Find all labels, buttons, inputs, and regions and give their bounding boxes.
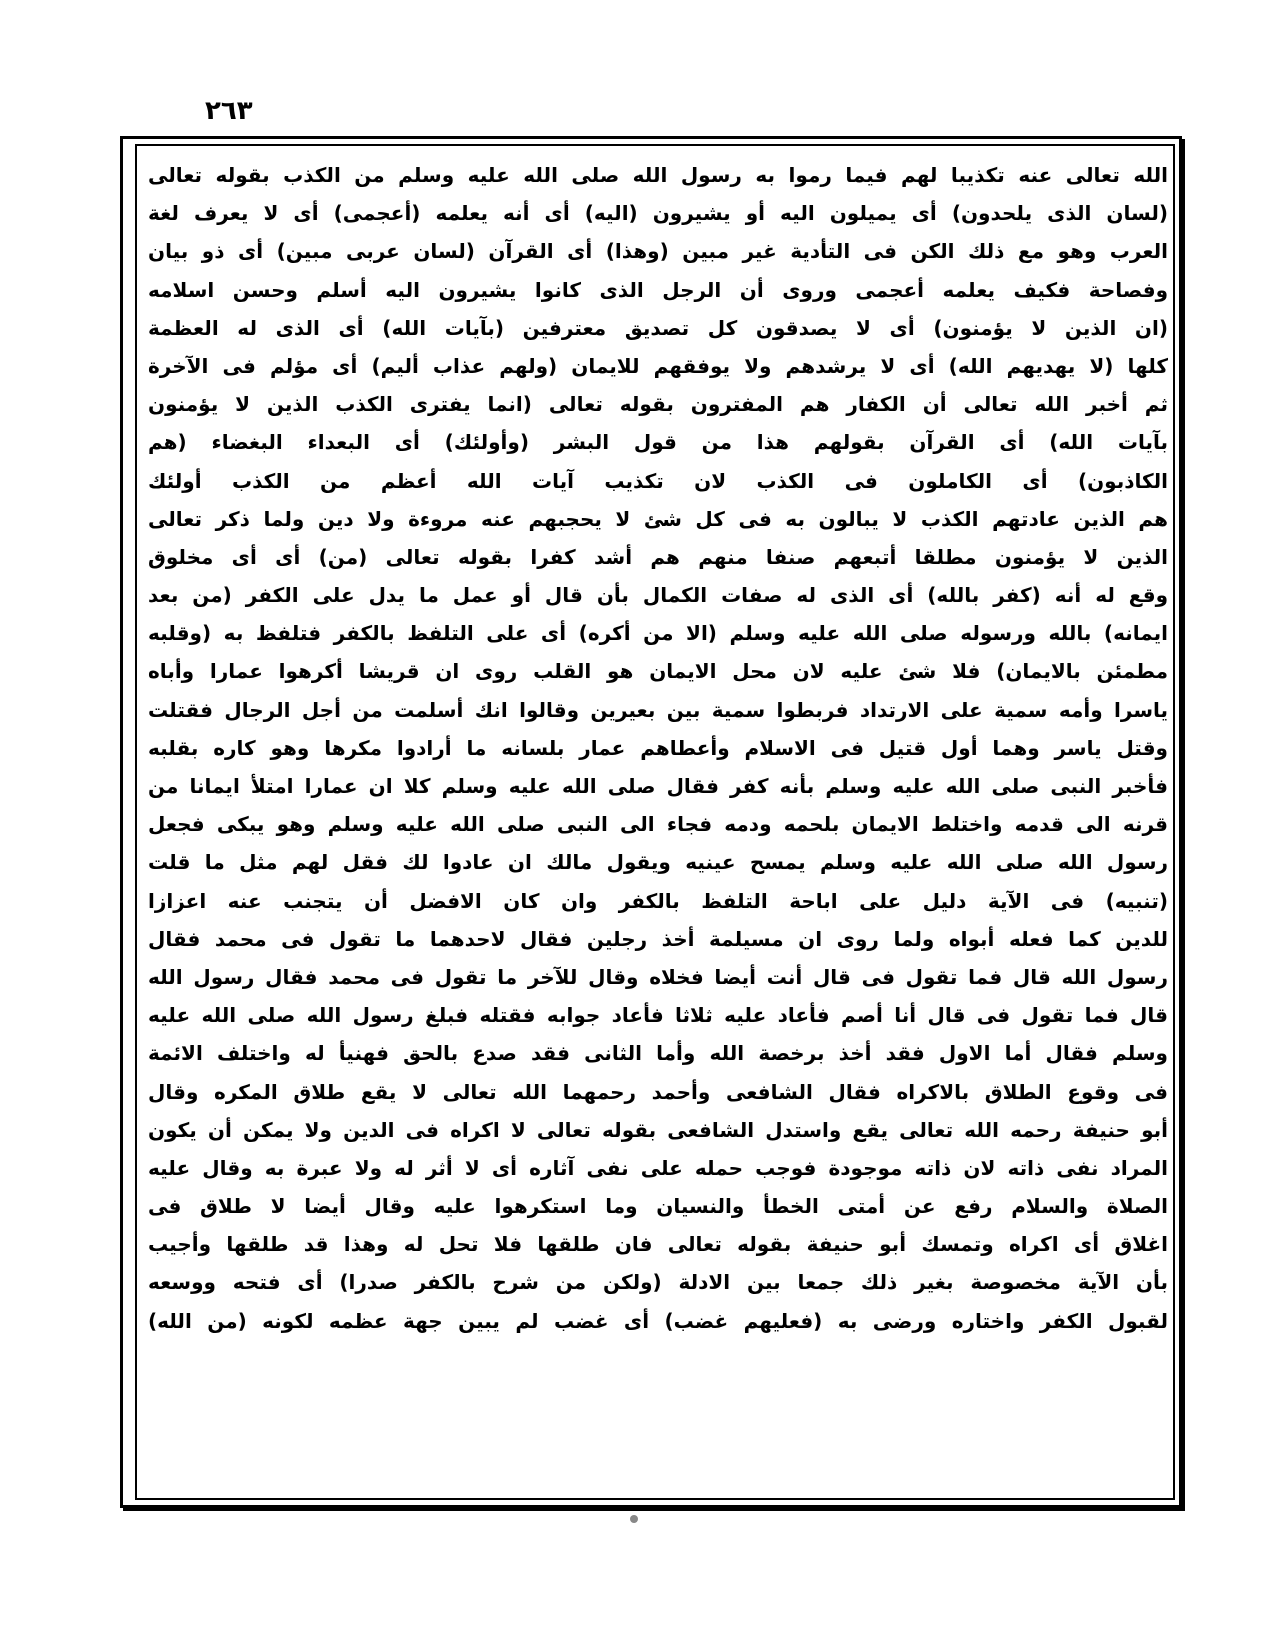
- text-line: قرنه الى قدمه واختلط الايمان بلحمه ودمه فجاء الى النبى صلى الله عليه وسلم وهو يبكى فجعل: [148, 812, 1168, 837]
- text-line: بأن الآية مخصوصة بغير ذلك جمعا بين الادلة (ولكن من شرح بالكفر صدرا) أى فتحه ووسعه: [148, 1270, 1168, 1295]
- text-line: لقبول الكفر واختاره ورضى به (فعليهم غضب) أى غضب لم يبين جهة عظمه لكونه (من الله): [148, 1308, 1168, 1333]
- text-line: الصلاة والسلام رفع عن أمتى الخطأ والنسيان وما استكرهوا عليه وقال أيضا لا طلاق فى: [148, 1194, 1168, 1219]
- text-line: الله تعالى عنه تكذيبا لهم فيما رموا به رسول الله صلى الله عليه وسلم من الكذب بقوله تعالى: [148, 163, 1168, 187]
- text-line: (ان الذين لا يؤمنون) أى لا يصدقون كل تصديق معترفين (بآيات الله) أى الذى له العظمة: [148, 315, 1168, 340]
- text-line: وسلم فقال أما الاول فقد أخذ برخصة الله وأما الثانى فقد صدع بالحق فهنيأ له واختلف الائمة: [148, 1041, 1168, 1066]
- text-line: الذين لا يؤمنون مطلقا أتبعهم صنفا منهم هم أشد كفرا بقوله تعالى (من) أى أى مخلوق: [148, 544, 1168, 569]
- text-line: رسول الله قال فما تقول فى قال أنت أيضا فخلاه وقال للآخر ما تقول فى محمد فقال رسول الله: [148, 964, 1168, 989]
- text-line: المراد نفى ذاته لان ذاته موجودة فوجب حمله على نفى آثاره أى لا أثر له ولا عبرة به وقال عليه: [148, 1155, 1168, 1180]
- text-line: رسول الله صلى الله عليه وسلم يمسح عينيه ويقول مالك ان عادوا لك فقل لهم مثل ما قلت: [148, 850, 1168, 875]
- text-line: للدين كما فعله أبواه ولما روى ان مسيلمة أخذ رجلين فقال لاحدهما ما تقول فى محمد فقال: [148, 926, 1168, 951]
- text-line: العرب وهو مع ذلك الكن فى التأدية غير مبين (وهذا) أى القرآن (لسان عربى مبين) أى ذو بيان: [148, 239, 1168, 264]
- text-line: فأخبر النبى صلى الله عليه وسلم بأنه كفر فقال صلى الله عليه وسلم كلا ان عمارا امتلأ ايمانا من: [148, 774, 1168, 798]
- text-line: وقتل ياسر وهما أول قتيل فى الاسلام وأعطاهم عمار بلسانه ما أرادوا مكرها وهو كاره بقلبه: [148, 735, 1168, 760]
- page-number: ٢٦٣: [205, 96, 253, 126]
- text-line: فى وقوع الطلاق بالاكراه فقال الشافعى وأحمد رحمهما الله تعالى لا يقع طلاق المكره وقال: [148, 1079, 1168, 1104]
- text-line: وقع له أنه (كفر بالله) أى الذى له صفات الكمال بأن قال أو عمل ما يدل على الكفر (من بعد: [148, 583, 1168, 608]
- scan-mark: [630, 1515, 638, 1523]
- text-line: أبو حنيفة رحمه الله تعالى يقع واستدل الشافعى بقوله تعالى لا اكراه فى الدين ولا يمكن أن يكون: [148, 1117, 1168, 1142]
- text-line: مطمئن بالايمان) فلا شئ عليه لان محل الايمان هو القلب روى ان قريشا أكرهوا عمارا وأباه: [148, 659, 1168, 684]
- text-line: اغلاق أى اكراه وتمسك أبو حنيفة بقوله تعالى فان طلقها فلا تحل له وهذا قد طلقها وأجيب: [148, 1232, 1168, 1257]
- text-line: كلها (لا يهديهم الله) أى لا يرشدهم ولا يوفقهم للايمان (ولهم عذاب أليم) أى مؤلم فى الآخرة: [148, 353, 1168, 378]
- text-line: قال فما تقول فى قال أنا أصم فأعاد عليه ثلاثا فأعاد جوابه فقتله فبلغ رسول الله صلى الله عليه: [148, 1003, 1168, 1028]
- text-line: (تنبيه) فى الآية دليل على اباحة التلفظ بالكفر وان كان الافضل أن يتجنب عنه اعزازا: [148, 888, 1168, 913]
- text-body: [148, 156, 1168, 1496]
- text-line: ياسرا وأمه سمية على الارتداد فربطوا سمية بين بعيرين وقالوا انك أسلمت من أجل الرجال فقتلت: [148, 697, 1168, 722]
- text-line: ثم أخبر الله تعالى أن الكفار هم المفترون بقوله تعالى (انما يفترى الكذب الذين لا يؤمنون: [148, 392, 1168, 417]
- text-line: هم الذين عادتهم الكذب لا يبالون به فى كل شئ لا يحجبهم عنه مروءة ولا دين ولما ذكر تعالى: [148, 506, 1168, 531]
- text-line: الكاذبون) أى الكاملون فى الكذب لان تكذيب آيات الله أعظم من الكذب أولئك: [148, 468, 1168, 493]
- text-line: وفصاحة فكيف يعلمه أعجمى وروى أن الرجل الذى كانوا يشيرون اليه أسلم وحسن اسلامه: [148, 277, 1168, 302]
- text-line: بآيات الله) أى القرآن بقولهم هذا من قول البشر (وأولئك) أى البعداء البغضاء (هم: [148, 430, 1168, 455]
- text-line: (لسان الذى يلحدون) أى يميلون اليه أو يشيرون (اليه) أى أنه يعلمه (أعجمى) أى لا يعرف لغة: [148, 201, 1168, 226]
- text-line: ايمانه) بالله ورسوله صلى الله عليه وسلم (الا من أكره) أى على التلفظ بالكفر فتلفظ به (وقلبه: [148, 621, 1168, 646]
